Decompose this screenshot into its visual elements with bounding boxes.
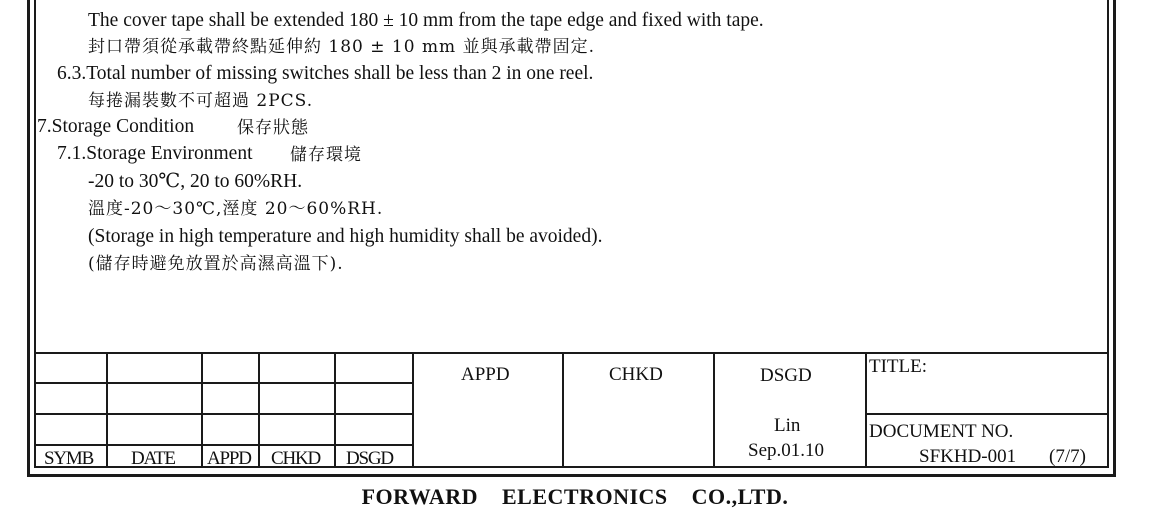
cover-tape-text-en: The cover tape shall be extended 180 ± 10 mm from the tape edge and fixed with tape. [88,10,764,31]
section-6-3-text-en: 6.3.Total number of missing switches shall be less than 2 in one reel. [57,63,594,84]
title-label: TITLE: [869,356,928,377]
designer-date: Sep.01.10 [748,440,824,461]
avoid-note-cn: (儲存時避免放置於高濕高溫下). [88,254,344,274]
avoid-note-en: (Storage in high temperature and high humidity shall be avoided). [88,226,603,247]
cover-tape-text-cn: 封口帶須從承載帶終點延伸約 180 ± 10 mm 並與承載帶固定. [88,37,595,57]
section-6-3-text-cn: 每捲漏裝數不可超過 2PCS. [88,91,314,111]
revision-header-appd: APPD [207,448,251,469]
document-no-label: DOCUMENT NO. [869,421,1014,442]
approval-label-appd: APPD [461,364,510,385]
section-7-heading-en: 7.Storage Condition [37,116,195,137]
page-number: (7/7) [1049,446,1086,467]
approval-label-dsgd: DSGD [760,365,812,386]
section-7-heading-cn: 保存狀態 [237,118,309,138]
revision-header-symb: SYMB [44,448,94,469]
revision-header-date: DATE [131,448,175,469]
company-footer [0,483,1150,511]
designer-name: Lin [774,415,801,436]
section-7-1-heading-en: 7.1.Storage Environment [57,143,253,164]
environment-range-cn: 溫度-20～30℃,溼度 20～60%RH. [88,199,384,219]
company-name-part1: FORWARD [361,484,478,509]
section-7-1-heading-cn: 儲存環境 [290,145,362,165]
company-name-part3: CO.,LTD. [691,484,789,509]
company-name-part2: ELECTRONICS [502,484,668,509]
revision-header-dsgd: DSGD [346,448,393,469]
environment-range-en: -20 to 30℃, 20 to 60%RH. [88,171,303,192]
document-no-value: SFKHD-001 [919,446,1017,467]
revision-header-chkd: CHKD [271,448,321,469]
approval-label-chkd: CHKD [609,364,663,385]
title-block [34,352,1109,468]
